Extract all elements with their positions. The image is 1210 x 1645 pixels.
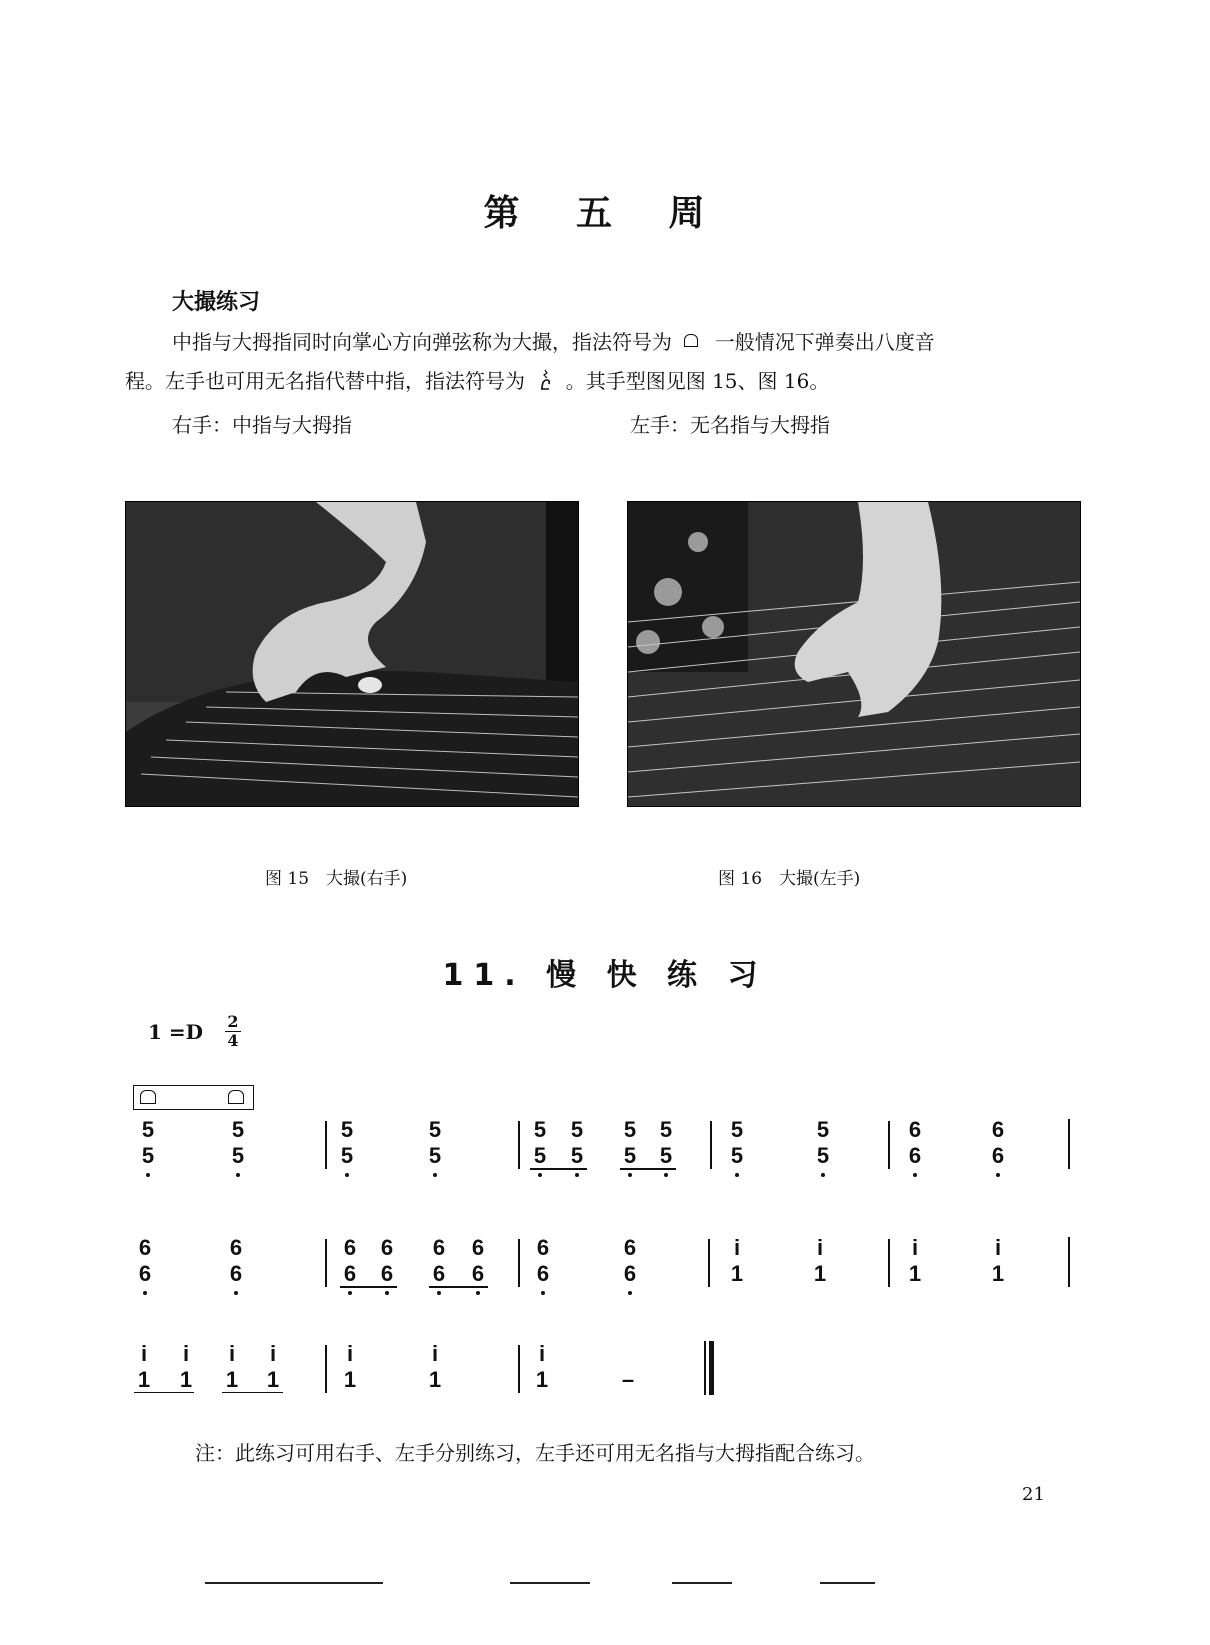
- note: 5: [231, 1117, 245, 1142]
- note: i: [182, 1341, 190, 1366]
- note: 5: [623, 1117, 637, 1142]
- note: 6: [471, 1235, 485, 1260]
- note: 1: [813, 1261, 827, 1286]
- barline: [518, 1121, 520, 1169]
- note: 6: [908, 1143, 922, 1168]
- paragraph-line-1: [172, 327, 935, 357]
- note: 5: [141, 1143, 155, 1168]
- note: 6: [138, 1261, 152, 1286]
- note: 6: [432, 1235, 446, 1260]
- scan-rule: [510, 1582, 590, 1584]
- note: 5: [533, 1143, 547, 1168]
- octave-dot: [385, 1291, 389, 1295]
- octave-dot: [345, 1173, 349, 1177]
- octave-dot: [628, 1173, 632, 1177]
- octave-dot: [146, 1173, 150, 1177]
- octave-dot: [664, 1173, 668, 1177]
- note: 1: [428, 1367, 442, 1392]
- footnote: 注：此练习可用右手、左手分别练习，左手还可用无名指与大拇指配合练习。: [195, 1441, 875, 1465]
- underline: [530, 1168, 587, 1170]
- note: 6: [991, 1143, 1005, 1168]
- note: i: [816, 1235, 824, 1260]
- dacuo-mark-icon: [140, 1090, 156, 1104]
- octave-dot: [348, 1291, 352, 1295]
- chapter-title: 第 五 周: [483, 193, 727, 234]
- key-signature: 1 =D: [148, 1020, 203, 1044]
- note: 6: [536, 1261, 550, 1286]
- barline: [518, 1239, 520, 1287]
- note: i: [228, 1341, 236, 1366]
- time-signature-bottom: 4: [227, 1031, 239, 1050]
- note: i: [538, 1341, 546, 1366]
- note: 5: [428, 1143, 442, 1168]
- exercise-title: 11. 慢 快 练 习: [442, 958, 768, 993]
- note: 5: [730, 1117, 744, 1142]
- underline: [222, 1392, 283, 1393]
- left-hand-label: 左手：无名指与大拇指: [630, 413, 830, 437]
- note: 5: [141, 1117, 155, 1142]
- note: 6: [471, 1261, 485, 1286]
- barline: [325, 1121, 327, 1169]
- final-barline-thin: [704, 1341, 706, 1395]
- note: 5: [340, 1117, 354, 1142]
- note: 1: [225, 1367, 239, 1392]
- octave-dot: [541, 1291, 545, 1295]
- note: 5: [533, 1117, 547, 1142]
- note: 5: [570, 1117, 584, 1142]
- barline: [325, 1239, 327, 1287]
- octave-dot: [628, 1291, 632, 1295]
- octave-dot: [476, 1291, 480, 1295]
- note: 6: [908, 1117, 922, 1142]
- note: 6: [229, 1261, 243, 1286]
- figure-15-photo: [125, 501, 579, 807]
- note: i: [269, 1341, 277, 1366]
- note: 6: [380, 1235, 394, 1260]
- paragraph-text-2-tail: 。其手型图见图 15、图 16。: [565, 369, 830, 393]
- note: 6: [343, 1261, 357, 1286]
- barline: [888, 1239, 890, 1287]
- barline: [710, 1121, 712, 1169]
- scan-rule: [205, 1582, 383, 1584]
- underline: [340, 1286, 397, 1288]
- paragraph-text-1: 中指与大拇指同时向掌心方向弹弦称为大撮，指法符号为: [172, 330, 672, 354]
- octave-dot: [821, 1173, 825, 1177]
- note: 5: [623, 1143, 637, 1168]
- note: 6: [536, 1235, 550, 1260]
- barline: [708, 1239, 710, 1287]
- time-signature: [223, 1013, 243, 1050]
- note: i: [140, 1341, 148, 1366]
- dash-note: –: [621, 1367, 635, 1392]
- note: 1: [991, 1261, 1005, 1286]
- underline: [429, 1286, 488, 1288]
- note: 5: [659, 1143, 673, 1168]
- note: 1: [730, 1261, 744, 1286]
- note: i: [346, 1341, 354, 1366]
- note: 1: [535, 1367, 549, 1392]
- octave-dot: [143, 1291, 147, 1295]
- octave-dot: [913, 1173, 917, 1177]
- note: 1: [343, 1367, 357, 1392]
- underline: [134, 1392, 194, 1393]
- scan-rule: [820, 1582, 875, 1584]
- octave-dot: [575, 1173, 579, 1177]
- note: i: [911, 1235, 919, 1260]
- scan-rule: [672, 1582, 732, 1584]
- section-heading: 大撮练习: [172, 290, 261, 315]
- page-number: 21: [1022, 1484, 1045, 1505]
- octave-dot: [996, 1173, 1000, 1177]
- figure-15-caption: 图 15 大撮(右手): [265, 869, 408, 889]
- paragraph-text-2: 程。左手也可用无名指代替中指，指法符号为: [125, 369, 525, 393]
- note: 5: [659, 1117, 673, 1142]
- note: 5: [730, 1143, 744, 1168]
- note: 6: [343, 1235, 357, 1260]
- barline: [518, 1345, 520, 1393]
- note: 5: [570, 1143, 584, 1168]
- barline: [325, 1345, 327, 1393]
- note: 1: [908, 1261, 922, 1286]
- note: 1: [179, 1367, 193, 1392]
- figure-16-photo: [627, 501, 1081, 807]
- figure-16-caption: 图 16 大撮(左手): [718, 869, 861, 889]
- note: 5: [428, 1117, 442, 1142]
- time-signature-top: 2: [227, 1012, 239, 1031]
- note: 6: [991, 1117, 1005, 1142]
- note: 6: [380, 1261, 394, 1286]
- note: 1: [137, 1367, 151, 1392]
- octave-dot: [234, 1291, 238, 1295]
- right-hand-label: 右手：中指与大拇指: [172, 413, 352, 437]
- barline: [888, 1121, 890, 1169]
- note: 6: [623, 1261, 637, 1286]
- dacuo-mark-icon: [228, 1090, 244, 1104]
- note: i: [431, 1341, 439, 1366]
- note: 5: [816, 1117, 830, 1142]
- note: 1: [266, 1367, 280, 1392]
- note: 6: [138, 1235, 152, 1260]
- paragraph-line-2: [125, 366, 829, 396]
- final-barline-thick: [709, 1341, 714, 1395]
- octave-dot: [735, 1173, 739, 1177]
- dacuo-symbol-icon: [684, 334, 698, 347]
- underline: [620, 1168, 676, 1170]
- note: 5: [231, 1143, 245, 1168]
- octave-dot: [433, 1173, 437, 1177]
- barline: [1068, 1237, 1070, 1287]
- note: 6: [229, 1235, 243, 1260]
- left-hand-symbol-icon: [537, 369, 553, 391]
- note: 5: [816, 1143, 830, 1168]
- note: 6: [432, 1261, 446, 1286]
- octave-dot: [437, 1291, 441, 1295]
- octave-dot: [538, 1173, 542, 1177]
- note: i: [994, 1235, 1002, 1260]
- note: 6: [623, 1235, 637, 1260]
- note: i: [733, 1235, 741, 1260]
- note: 5: [340, 1143, 354, 1168]
- octave-dot: [236, 1173, 240, 1177]
- barline: [1068, 1119, 1070, 1169]
- paragraph-text-1-tail: 一般情况下弹奏出八度音: [714, 330, 935, 354]
